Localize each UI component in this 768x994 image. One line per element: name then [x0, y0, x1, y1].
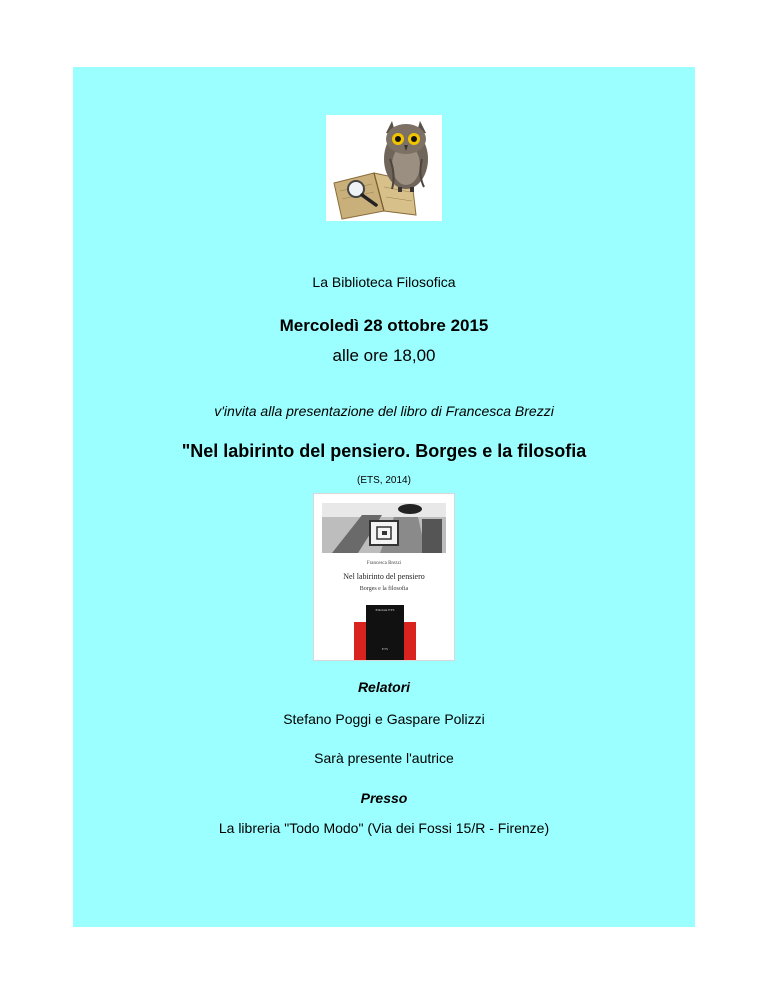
invitation-text: v'invita alla presentazione del libro di Francesca Brezzi	[214, 403, 554, 419]
cover-publisher-mark: ETS	[381, 647, 389, 651]
cover-author: Francesca Brezzi	[366, 561, 402, 566]
cover-title: Nel labirinto del pensiero	[343, 572, 425, 581]
cover-black-block	[366, 605, 404, 660]
venue-heading: Presso	[360, 790, 408, 806]
organizer-name: La Biblioteca Filosofica	[312, 274, 456, 290]
venue-address: La libreria "Todo Modo" (Via dei Fossi 15/R - Firenze)	[218, 820, 550, 836]
publisher-info: (ETS, 2014)	[357, 475, 411, 486]
cover-photo-staircase-icon	[322, 503, 446, 553]
book-title: "Nel labirinto del pensiero. Borges e la filosofia	[181, 441, 587, 461]
event-time: alle ore 18,00	[332, 346, 436, 365]
speakers-heading: Relatori	[357, 679, 411, 695]
owl-logo-icon	[326, 115, 442, 221]
cover-series: Edizioni ETS	[375, 608, 395, 612]
author-present-note: Sarà presente l'autrice	[314, 750, 454, 766]
cover-subtitle: Borges e la filosofia	[359, 586, 409, 592]
event-date: Mercoledì 28 ottobre 2015	[279, 316, 489, 335]
speakers-names: Stefano Poggi e Gaspare Polizzi	[283, 711, 485, 727]
book-cover	[313, 493, 455, 661]
